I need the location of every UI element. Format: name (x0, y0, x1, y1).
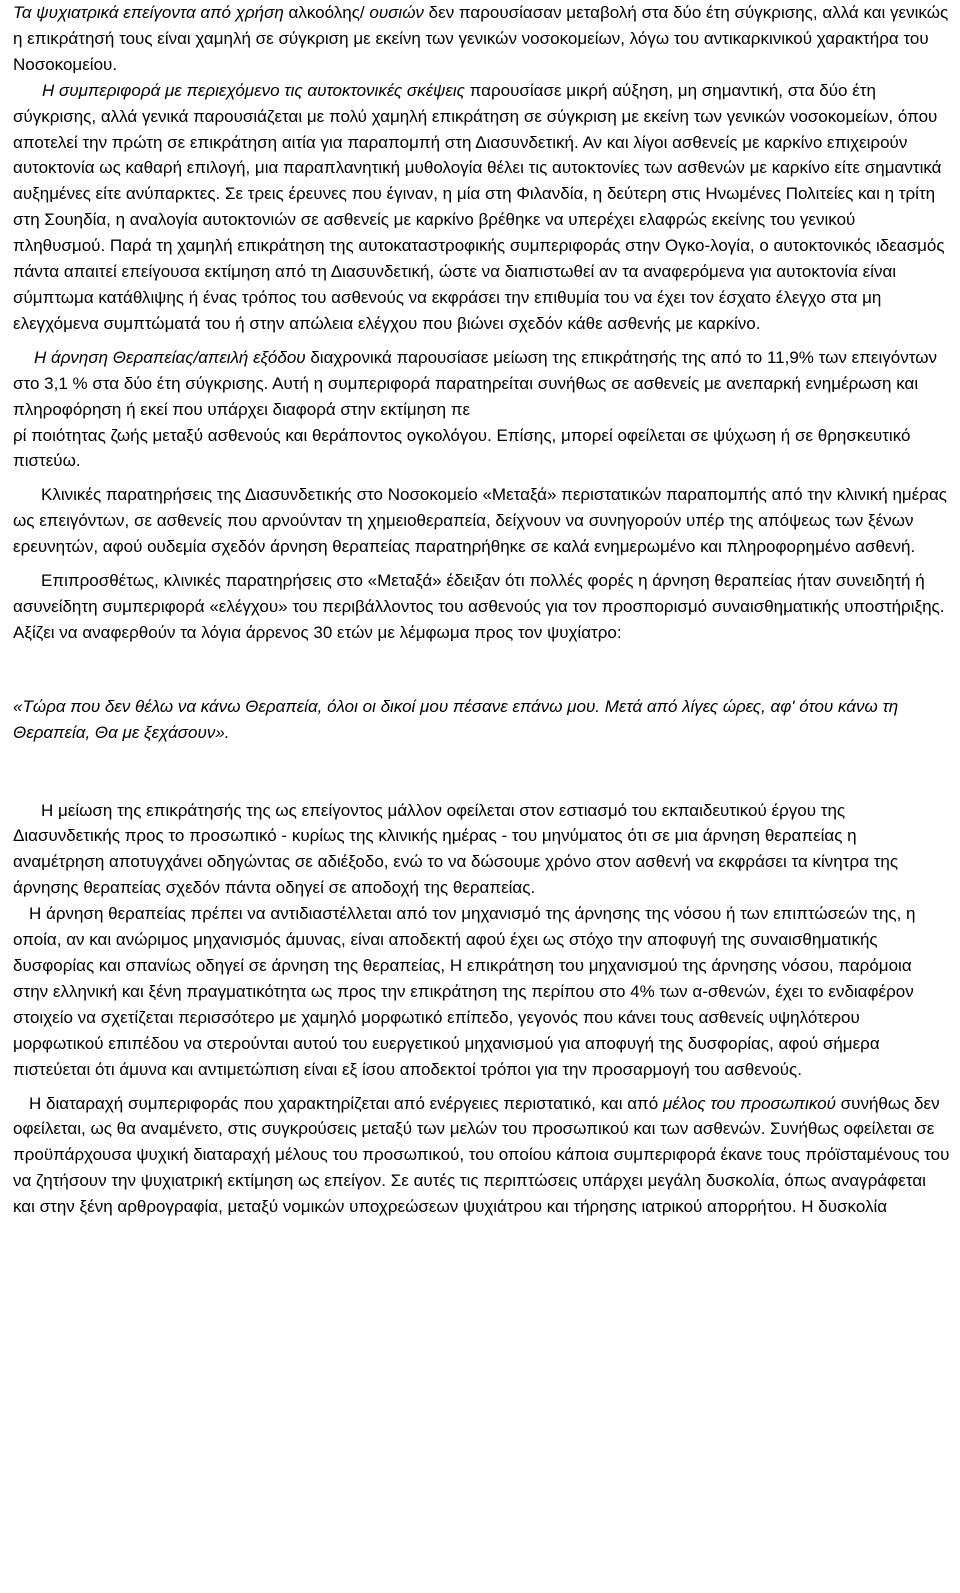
paragraph-denial-mechanism: Η άρνηση θεραπείας πρέπει να αντιδιαστέλλεται από τον μηχανισμό της άρνησης της νόσου ή των επιπτώσεών της, η οποία, αν και ανώριμος μηχανισμός άμυνας, είναι αποδεκτή αφού έχει ως στόχο την αποφυγή της συναισθηματικής δυσφορίας και σπανίως οδηγεί σε άρνηση της θεραπείας, Η επικράτηση του μηχανισμού της άρνησης νόσου, παρόμοια στην ελληνική και ξένη πραγματικότητα ως προς την επικράτηση της περίπου στο 4% των α-σθενών, έχει το ενδιαφέρον στοιχείο να σχετίζεται περισσότερο με χαμηλό μορφωτικό επίπεδο, γεγονός που κάνει τους ασθενείς υψηλότερου μορφωτικού επιπέδου να στερούνται αυτού του ευεργετικού μηχανισμού για αποφυγή της δυσφορίας, αφού σήμερα πιστεύεται ότι άμυνα και αντιμετώπιση είναι εξ ίσου αποδεκτοί τρόποι για την προσαρμογή του ασθενούς. (13, 904, 916, 1079)
text-run: συνήθως δεν οφείλεται, ως θα αναμένετο, στις συγκρούσεις μεταξύ των μελών του προσωπικού και των ασθενών. Συνήθως οφείλεται σε προϋπάρχουσα ψυχική διαταραχή μέλους του προσωπικού, του οποίου κάποια συμπεριφορά έκανε τους πρόϊσταμένους του να ζητήσουν την ψυχιατρική εκτίμηση ως επείγον. Σε αυτές τις περιπτώσεις υπάρχει μεγάλη δυσκολία, όπως αναγράφεται και στην ξένη αρθρογραφία, μεταξύ νομικών υποχρεώσεων ψυχιάτρου και τήρησης ιατρικού απορρήτου. Η δυσκολία (13, 1093, 950, 1217)
paragraph-heading: Τα ψυχιατρικά επείγοντα από χρήση (13, 3, 284, 22)
patient-quote: «Τώρα που δεν θέλω να κάνω Θεραπεία, όλοι οι δικοί μου πέσανε επάνω μου. Μετά από λίγες ώρες, αφ' ότου κάνω τη Θεραπεία, Θα με ξεχάσουν». (13, 696, 899, 742)
paragraph-behavior-disorder (13, 1091, 951, 1221)
text-run: ρί ποιότητας ζωής μεταξύ ασθενούς και θεράποντος ογκολόγου. Επίσης, μπορεί οφείλεται σε ψύχωση ή σε θρησκευτικό πιστεύω. (13, 425, 911, 471)
paragraph-reduction: Η μείωση της επικράτησής της ως επείγοντος μάλλον οφείλεται στον εστιασμό του εκπαιδευτικού έργου της Διασυνδετικής προς το προσωπικό - κυρίως της κλινικής ημέρας - του μηνύματος ότι σε μια άρνηση θεραπείας η αναμέτρηση αποτυγχάνει οδηγώντας σε αδιέξοδο, ενώ το να δώσουμε χρόνο στον ασθενή να εκφράσει τα κίνητρα της άρνησης θεραπείας σχεδόν πάντα οδηγεί σε αποδοχή της θεραπείας. (13, 800, 899, 898)
text-run: Η διαταραχή συμπεριφοράς που χαρακτηρίζεται από ενέργειες περιστατικό, και από (29, 1093, 663, 1113)
paragraph-heading: Η άρνηση Θεραπείας/απειλή εξόδου (34, 347, 306, 367)
paragraph-heading: Η συμπεριφορά με περιεχόμενο τις αυτοκτονικές σκέψεις (42, 80, 465, 100)
text-run-italic: μέλος του προσωπικού (662, 1093, 836, 1113)
paragraph-clinical-observations: Κλινικές παρατηρήσεις της Διασυνδετικής στο Νοσοκομείο «Μεταξά» περιστατικών παραπομπής από την κλινική ημέρας ως επειγόντων, σε ασθενείς που αρνούνταν τη χημειοθεραπεία, δείχνουν να συνηγορούν υπέρ της απόψεως των ξένων ερευνητών, αφού ουδεμία σχεδόν άρνηση θεραπείας παρατηρήθηκε σε καλά ενημερωμένο και πληροφορημένο ασθενή. (13, 485, 947, 557)
paragraph-treatment-refusal (13, 345, 951, 475)
text-run-italic: ουσιών (369, 3, 424, 22)
text-run: παρουσίασε μικρή αύξηση, μη σημαντική, στα δύο έτη σύγκρισης, αλλά γενικά παρουσιάζεται με πολύ χαμηλή επικράτηση σε σύγκριση με εκείνη των γενικών νοσοκομείων, όπου αποτελεί την πρώτη σε επικράτηση αιτία για παραπομπή στη Διασυνδετική. Αν και λίγοι ασθενείς με καρκίνο επιχειρούν αυτοκτονία ως καθαρή επιλογή, μια παραπλανητική μυθολογία θέλει τις αυτοκτονίες των ασθενών με καρκίνο είτε σημαντικά αυξημένες είτε ανύπαρκτες. Σε τρεις έρευνες που έγιναν, η μία στη Φιλανδία, η δεύτερη στις Ηνωμένες Πολιτείες και η τρίτη στη Σουηδία, η αναλογία αυτοκτονιών σε ασθενείς με καρκίνο βρέθηκε να υπερέχει ελαφρώς εκείνης του γενικού πληθυσμού. Παρά τη χαμηλή επικράτηση της αυτοκαταστροφικής συμπεριφοράς στην Ογκο-λογία, ο αυτοκτονικός ιδεασμός πάντα απαιτεί επείγουσα εκτίμηση από τη Διασυνδετική, ώστε να διαπιστωθεί αν τα αναφερόμενα για αυτοκτονία είναι σύμπτωμα κατάθλιψης ή ένας τρόπος του ασθενούς να εκφράσει την επιθυμία του να έχει τον έσχατο έλεγχο στα μη ελεγχόμενα συμπτώματά του ή στην απώλεια ελέγχου που βιώνει σχεδόν κάθε ασθενής με καρκίνο. (13, 80, 945, 333)
paragraph-substance-use (13, 0, 951, 78)
text-run: δεν παρουσίασαν μεταβολή στα δύο έτη σύγκρισης, αλλά και γενικώς η επικράτησή τους είναι χαμηλή σε σύγκριση με εκείνη των γενικών νοσοκομείων, λόγω του αντικαρκινικού χαρακτήρα του Νοσοκομείου. (13, 3, 949, 74)
paragraph-suicidal-thoughts (13, 78, 951, 337)
text-run: διαχρονικά παρουσίασε μείωση της επικράτησής της από το 11,9% των επειγόντων στο 3,1 % στα δύο έτη σύγκρισης. Αυτή η συμπεριφορά παρατηρείται συνήθως σε ασθενείς με ανεπαρκή ενημέρωση και πληροφόρηση ή εκεί που υπάρχει διαφορά στην εκτίμηση πε (13, 347, 937, 419)
paragraph-additional-observations: Επιπροσθέτως, κλινικές παρατηρήσεις στο «Μεταξά» έδειξαν ότι πολλές φορές η άρνηση θεραπείας ήταν συνειδητή ή ασυνείδητη συμπεριφορά «ελέγχου» του περιβάλλοντος του ασθενούς για τον προσπορισμό συναισθηματικής υποστήριξης. Αξίζει να αναφερθούν τα λόγια άρρενος 30 ετών με λέμφωμα προς τον ψυχίατρο: (13, 571, 945, 642)
text-run: αλκοόλης/ (283, 3, 370, 22)
